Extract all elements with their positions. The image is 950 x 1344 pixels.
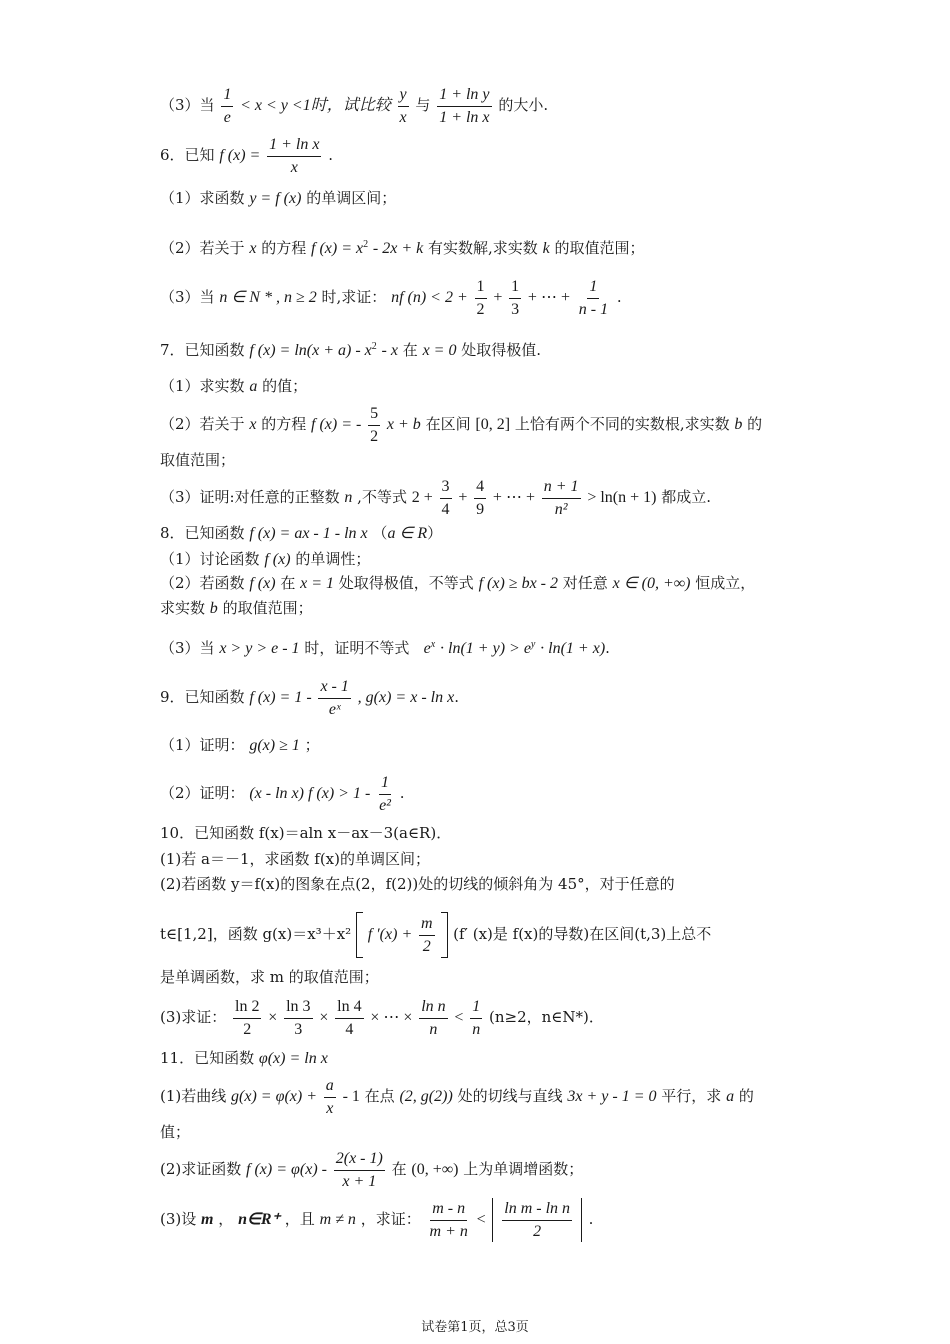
q11-part2: (2)求证函数 f (x) = φ(x) - $\frac{2(x - 1)}{x + 1}$ 在 (0, +∞) 上为单调增函数； bbox=[160, 1150, 584, 1190]
fraction: $\frac{2(x - 1)}{x + 1}$ bbox=[335, 1150, 383, 1190]
q8-stem: 8．已知函数 f (x) = ax - 1 - ln x （a ∈ R） bbox=[160, 524, 443, 542]
fraction: $\frac{\text{1 + ln y}}{\text{1 + ln x}}$ bbox=[439, 86, 490, 126]
fraction: $\frac{m}{2}$ bbox=[421, 914, 433, 955]
fraction: $\frac{n + 1}{\text{n²}}$ bbox=[543, 478, 579, 518]
fraction: $\frac{1}{2}$ bbox=[476, 278, 485, 318]
page-footer: 试卷第1页，总3页 bbox=[421, 1320, 529, 1335]
q7-stem: 7．已知函数 f $(x) = \ln(x + a) - x^2 - x$ 在 x = 0 处取得极值. bbox=[160, 341, 542, 359]
fraction: $\frac{1}{n - 1}$ bbox=[578, 278, 609, 318]
fraction: $\frac{\ln 3}{3}$ bbox=[286, 998, 311, 1038]
q7-part2: （2）若关于 x 的方程 f (x) = - $\frac{5}{2}$ x + b 在区间 [0, 2] 上恰有两个不同的实数根,求实数 b 的 bbox=[160, 405, 763, 445]
q10-part2: (2)若函数 y＝f(x)的图象在点(2，f(2))处的切线的倾斜角为 45°，对于任意的 bbox=[160, 875, 675, 893]
abs-bar-left bbox=[492, 1198, 493, 1242]
q6-part2: （2）若关于 x 的方程 f $(x) = x^2 - 2x + k$ 有实数解,求实数 k 的取值范围； bbox=[160, 239, 645, 257]
q6-part1: （1）求函数 y = f (x) 的单调区间； bbox=[160, 189, 397, 207]
q8-part3: （3）当 x > y > e - 1 时，证明不等式 $e^x \cdot \ln(1 + y) > e^y \cdot \ln(1 + x)$. bbox=[160, 639, 610, 657]
q10-part3: (3)求证： $\frac{\ln 2}{2}$ × $\frac{\ln 3}{3}$ × $\frac{\ln 4}{4}$ × ⋯ × $\frac{\text{ln n}}{n}$ < $\frac{1}{n}$ (n≥2，n∈N*)． bbox=[160, 998, 604, 1038]
right-bracket bbox=[441, 912, 448, 958]
fraction: $\frac{1}{3}$ bbox=[511, 278, 520, 318]
fraction: $\frac{m - n}{m + n}$ bbox=[429, 1199, 468, 1240]
fraction: $\frac{\text{1 + ln x}}{x}$ bbox=[269, 136, 320, 176]
fraction: $\frac{\text{ln m - ln n}}{2}$ bbox=[504, 1199, 571, 1240]
fraction: $\frac{1}{\text{e²}}$ bbox=[379, 774, 391, 814]
q10-part2-end: 是单调函数，求 m 的取值范围； bbox=[160, 968, 379, 986]
fraction: $\frac{x - 1}{\text{eˣ}}$ bbox=[320, 678, 349, 718]
q8-part1: （1）讨论函数 f (x) 的单调性； bbox=[160, 550, 371, 568]
q6-part3: （3）当 n ∈ N * , n ≥ 2 时,求证： nf (n) < 2 + $\frac{1}{2}$ + $\frac{1}{3}$ + ⋯ + $\frac{1}{n - 1}$ . bbox=[160, 278, 622, 318]
q9-stem: 9．已知函数 f (x) = 1 - $\frac{x - 1}{\text{eˣ}}$ , g(x) = x - ln x. bbox=[160, 678, 459, 718]
q8-part2: （2）若函数 f (x) 在 x = 1 处取得极值，不等式 f (x) ≥ bx - 2 对任意 x ∈ (0, +∞) 恒成立， bbox=[160, 574, 756, 592]
q9-part1: （1）证明： g(x) ≥ 1 ； bbox=[160, 736, 320, 754]
fraction: $\frac{4}{9}$ bbox=[476, 478, 485, 518]
q11-part3: (3)设 m ， n∈R⁺ ，且 m ≠ n ，求证： $\frac{m - n}{m + n}$ < $\frac{\text{ln m - ln n}}{2}$ . bbox=[160, 1198, 593, 1242]
q10-stem: 10．已知函数 f(x)＝aln x－ax－3(a∈R)． bbox=[160, 824, 452, 842]
fraction: $\frac{\ln 2}{2}$ bbox=[235, 998, 260, 1038]
fraction: $\frac{\text{ln n}}{n}$ bbox=[421, 998, 446, 1038]
q10-part2-cont: t∈[1,2]，函数 g(x)＝x³＋x² f ′(x) + $\frac{m}{2}$ (f′ (x)是 f(x)的导数)在区间(t,3)上总不 bbox=[160, 912, 711, 958]
q10-part1: (1)若 a＝－1，求函数 f(x)的单调区间； bbox=[160, 850, 430, 868]
q11-part1-cont: 值； bbox=[160, 1123, 191, 1141]
fraction: $\frac{\ln 4}{4}$ bbox=[337, 998, 362, 1038]
q5-part3: （3）当 $\frac{1}{e}$ < x < y <1时，试比较 $\frac{y}{x}$ 与 $\frac{\text{1 + ln y}}{\text{1 + ln x}}$ 的大小. bbox=[160, 86, 549, 126]
q6-stem: 6．已知 f (x) = $\frac{\text{1 + ln x}}{x}$ . bbox=[160, 136, 334, 176]
q9-part2: （2）证明： (x - ln x) f (x) > 1 - $\frac{1}{\text{e²}}$ . bbox=[160, 774, 405, 814]
q11-part1: (1)若曲线 g(x) = φ(x) + $\frac{a}{x}$ - 1 在点 (2, g(2)) 处的切线与直线 3x + y - 1 = 0 平行，求 a 的 bbox=[160, 1077, 754, 1117]
q8-part2-cont: 求实数 b 的取值范围； bbox=[160, 599, 313, 617]
left-bracket bbox=[356, 912, 363, 958]
q7-part3: （3）证明:对任意的正整数 n ,不等式 2 + $\frac{3}{4}$ + $\frac{4}{9}$ + ⋯ + $\frac{n + 1}{\text{n²}}$ > ln(n + 1) 都成立. bbox=[160, 478, 712, 518]
fraction: $\frac{5}{2}$ bbox=[370, 405, 379, 445]
fraction: $\frac{1}{e}$ bbox=[223, 86, 232, 126]
fraction: $\frac{1}{n}$ bbox=[472, 998, 481, 1038]
abs-bar-right bbox=[581, 1198, 582, 1242]
q7-part2-cont: 取值范围； bbox=[160, 451, 236, 469]
fraction: $\frac{3}{4}$ bbox=[441, 478, 450, 518]
fraction: $\frac{y}{x}$ bbox=[399, 86, 407, 126]
fraction: $\frac{a}{x}$ bbox=[325, 1077, 334, 1117]
q11-stem: 11．已知函数 φ(x) = ln x bbox=[160, 1049, 328, 1067]
q7-part1: （1）求实数 a 的值； bbox=[160, 377, 308, 395]
